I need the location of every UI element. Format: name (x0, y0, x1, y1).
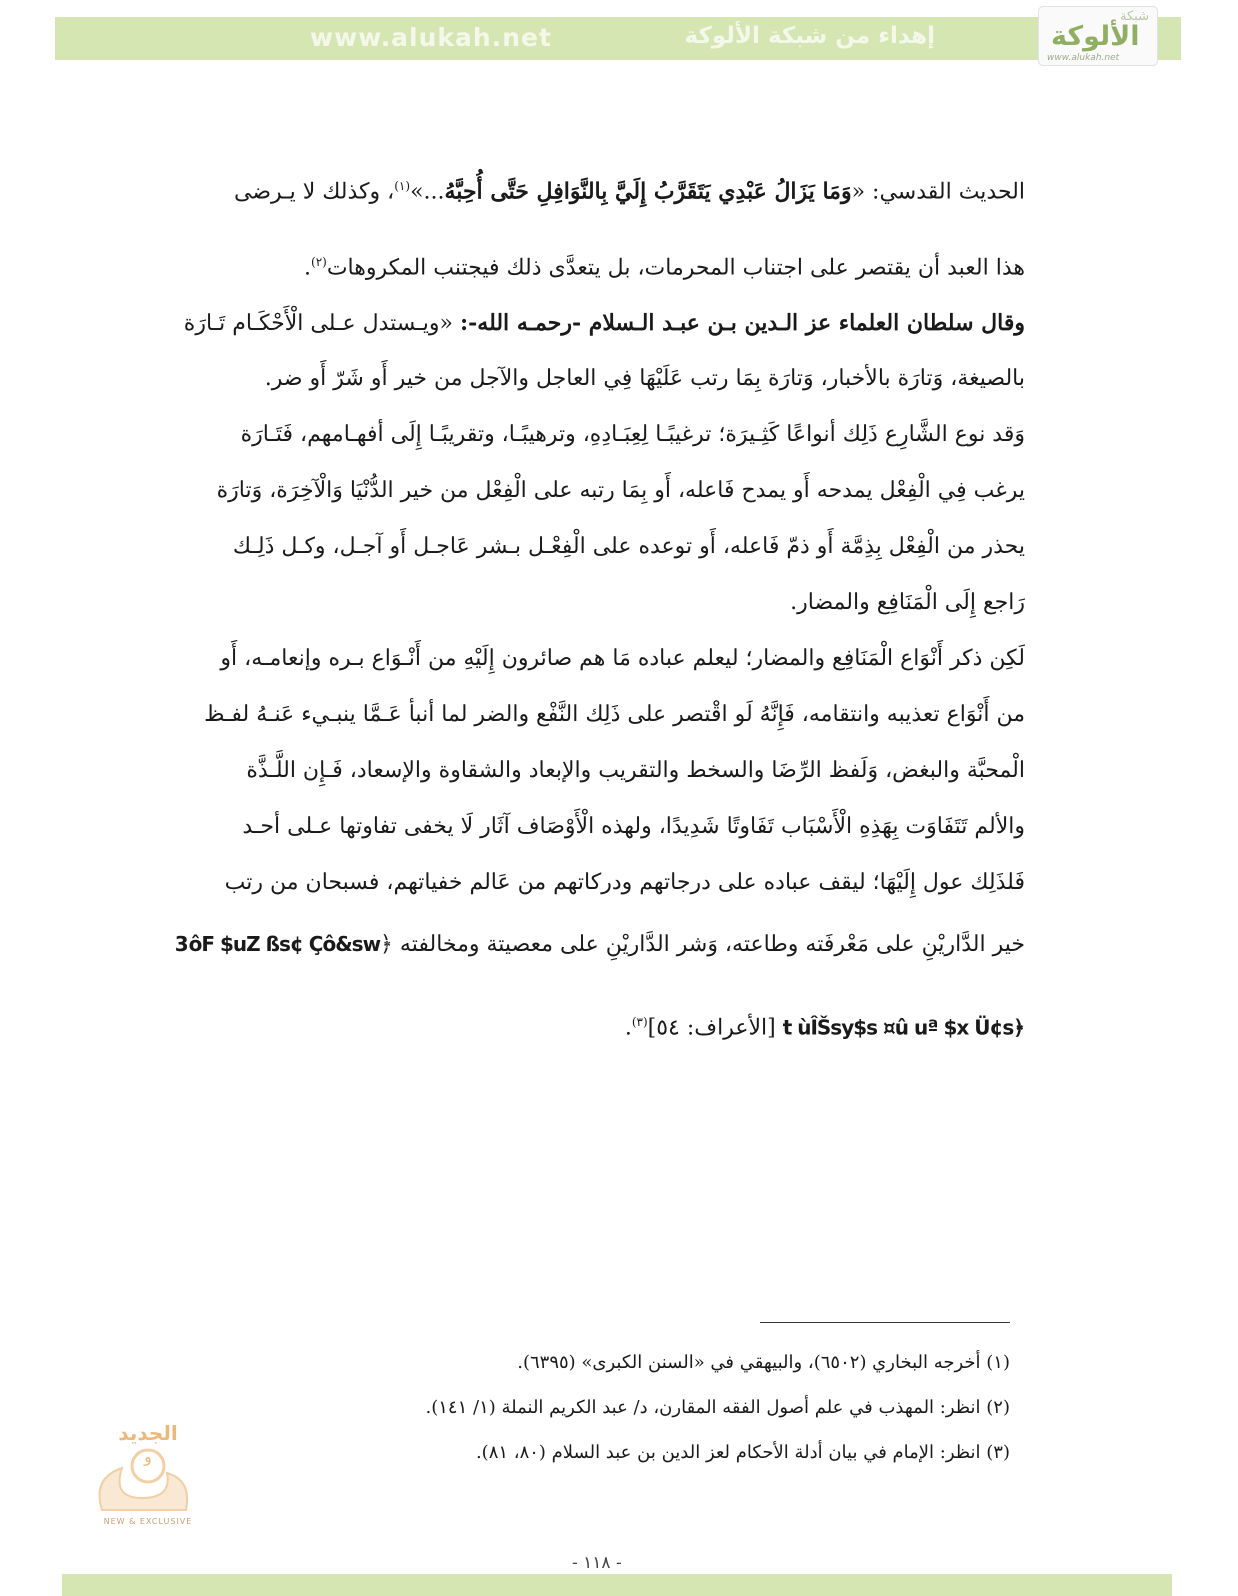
banner-gift-text: إهداء من شبكة الألوكة (684, 23, 935, 49)
bottom-banner (62, 1574, 1172, 1596)
stamp-bottom-text: NEW & EXCLUSIVE (103, 1517, 193, 1526)
hadith-quote: وَمَا يَزَالُ عَبْدِي يَتَقَرَّبُ إِلَيَّ بِالنَّوَافِلِ حَتَّى أُحِبَّهُ (444, 178, 852, 205)
top-banner (55, 17, 1181, 60)
footnote-ref: (٣) (631, 1015, 648, 1029)
body-line: من أَنْوَاع تعذيبه وانتقامه، فَإِنَّهُ لَو اقْتصر على ذَلِك النَّفْع والضر لما أنبأ عَـمَّا ينبـيء عَنـهُ لفـظ (204, 702, 1025, 727)
new-exclusive-stamp (82, 1418, 214, 1528)
text-span: هذا العبد أن يقتصر على اجتناب المحرمات، بل يتعدَّى ذلك فيجتنب المكروهات (326, 255, 1025, 281)
quran-glyphs: 3ôF $uZ ßs¢ Çô&sw (174, 932, 381, 956)
verse-reference: [الأعراف: ٥٤] (647, 1015, 783, 1041)
stamp-top-text: الجديد (118, 1421, 178, 1445)
alukah-logo (1038, 6, 1158, 66)
body-line: لَكِن ذكر أَنْوَاع الْمَنَافِع والمضار؛ ليعلم عباده مَا هم صائرون إِلَيْهِ من أَنْـوَاع بـره وإنعامـه، أَو (220, 646, 1025, 671)
quran-glyphs: ﴿t ùÎŠsy$s ¤û uª $x Ü¢s (782, 1015, 1025, 1040)
logo-top-text: شبكة (1120, 9, 1149, 24)
quote-intro: وقال سلطان العلماء عز الـدين بـن عبـد الـسلام -رحمـه الله-: (460, 310, 1025, 336)
body-line: فَلذَلِك عول إِلَيْهَا؛ ليقف عباده على درجاتهم ودركاتهم من عَالم خفياتهم، فسبحان من رتب (224, 870, 1025, 895)
body-text (174, 158, 1025, 1050)
text-span: «ويـستدل عـلى الْأَحْكَـام تَـارَة (183, 311, 461, 336)
footnote-ref: (١) (394, 179, 411, 193)
stamp-mid-text: و (144, 1447, 152, 1466)
logo-url-text: www.alukah.net (1047, 53, 1120, 63)
text-span: . (304, 255, 311, 281)
body-line: بالصيغة، وَتارَة بالأخبار، وَتارَة بِمَا رتب عَلَيْهَا فِي العاجل والآجل من خير أَو شَرّ أَو ضر. (264, 366, 1025, 391)
body-line (174, 916, 1025, 972)
body-line: رَاجع إِلَى الْمَنَافِع والمضار. (790, 590, 1025, 615)
text-span: خير الدَّاريْنِ على مَعْرفَته وطاعته، وَشر الدَّاريْنِ على معصيتة ومخالفته ﴿ (380, 932, 1025, 957)
footnote-divider (760, 1322, 1010, 1323)
body-line: والألم تَتَفَاوَت بِهَذِهِ الْأَسْبَاب تَفَاوتًا شَدِيدًا، ولهذه الْأَوْصَاف آثَار لَا يخفى تفاوتها عـلى أحـد (242, 814, 1025, 839)
body-line: يرغب فِي الْفِعْل يمدحه أَو يمدح فَاعله، أَو بِمَا رتبه على الْفِعْل من خير الدُّنْيَا وَالْآخِرَة، وَتارَة (216, 478, 1025, 503)
footnote-item: (١) أخرجه البخاري (٦٥٠٢)، والبيهقي في «السنن الكبرى» (٦٣٩٥). (517, 1352, 1010, 1373)
logo-main-text: الألوكة (1051, 21, 1140, 52)
footnote-ref: (٢) (311, 255, 327, 269)
body-line (213, 234, 1025, 290)
body-line (183, 300, 1025, 346)
body-line: يحذر من الْفِعْل بِذِمَّة أَو ذمّ فَاعله، أَو توعده على الْفِعْـل بـشر عَاجـل أَو آجـل، وكـل ذَلِـك (232, 534, 1025, 559)
footnote-item: (٢) انظر: المهذب في علم أصول الفقه المقارن، د/ عبد الكريم النملة (١/ ١٤١). (425, 1397, 1010, 1418)
footnotes (300, 1340, 1010, 1475)
text-span: ...» (410, 179, 445, 205)
footnote-item: (٣) انظر: الإمام في بيان أدلة الأحكام لعز الدين بن عبد السلام (٨٠، ٨١). (475, 1442, 1010, 1463)
text-span: ، وكذلك لا يـرضى (233, 179, 395, 205)
text-span: الحديث القدسي: « (851, 179, 1025, 205)
page-number: - ١١٨ - (572, 1553, 622, 1573)
banner-site-url: www.alukah.net (310, 23, 552, 52)
text-span: . (624, 1015, 632, 1041)
body-line: الْمحبَّة والبغض، وَلَفظ الرِّضَا والسخط والتقريب والإبعاد والشقاوة والإسعاد، فَـإِن اللَّـذَّة (246, 758, 1025, 783)
body-line (213, 158, 1025, 214)
body-line: وَقد نوع الشَّارِع ذَلِك أنواعًا كَثِـيرَة؛ ترغيبًـا لِعِبَـادِهِ، وترهيبًـا، وتقريبًـا إِلَى أفهـامهم، فَتَـارَة (240, 422, 1025, 447)
body-line (213, 994, 1025, 1050)
